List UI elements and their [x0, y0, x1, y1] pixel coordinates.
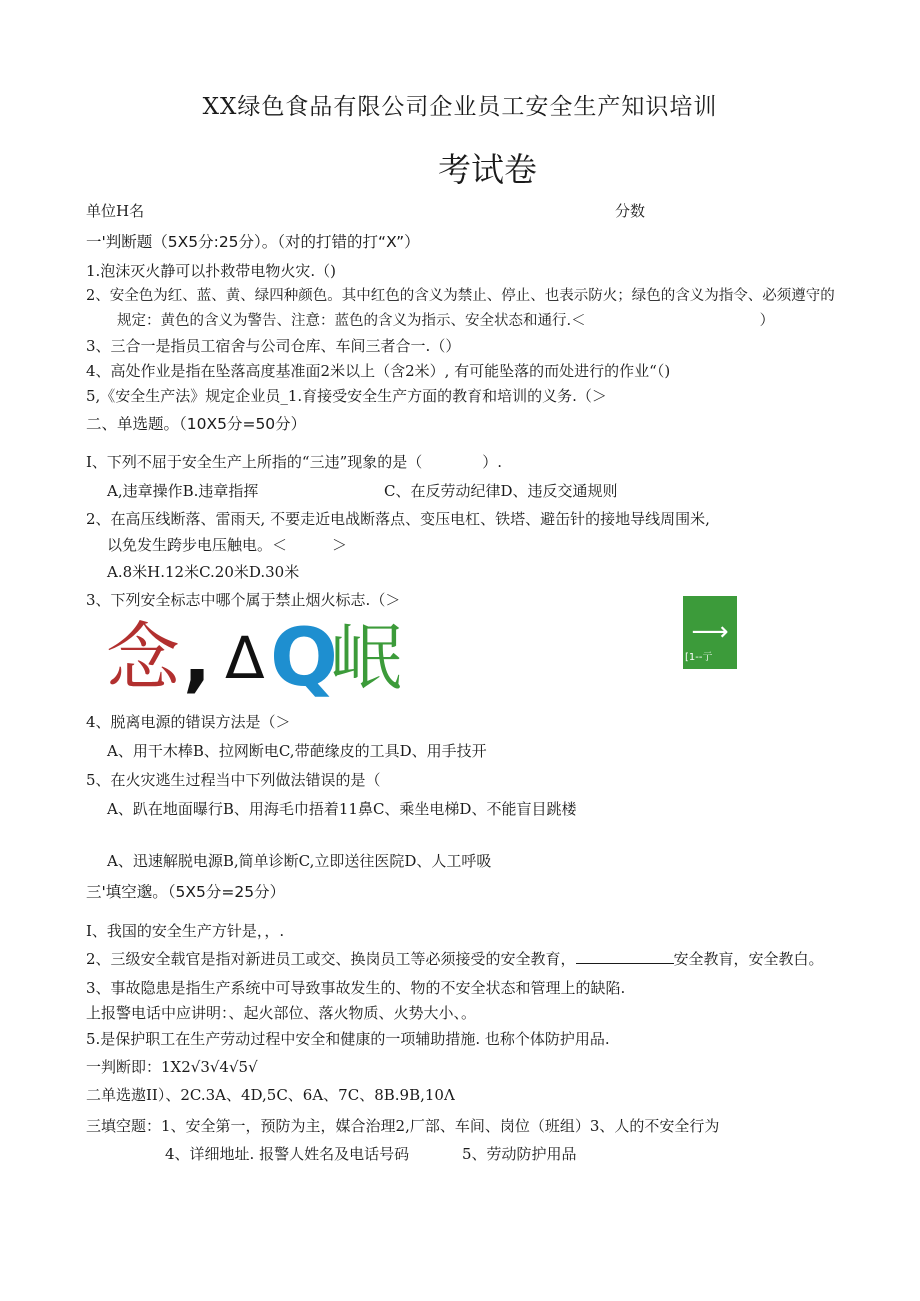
choice-q4: 4、脱离电源的错误方法是（＞ — [86, 713, 291, 731]
judge-q4: 4、高处作业是指在坠落高度基准面2米以上（含2米）, 有可能坠落的而处进行的作业“（) — [86, 362, 671, 380]
choice-q2-options: A.8米H.12米C.20米D.30米 — [107, 563, 300, 581]
fill-q5: 5.是保护职工在生产劳动过程中安全和健康的一项辅助措施. 也称个体防护用品. — [86, 1030, 610, 1048]
section3-heading: 三'填空邈。（5X5分=25分） — [86, 883, 286, 901]
choice-q2-line2: 以免发生跨步电压触电。＜ ＞ — [107, 536, 348, 554]
answer-single: 二单选遨II）、2C.3A、4D,5C、6A、7C、8B.9B,10Λ — [86, 1086, 455, 1104]
fill-q1: I、我国的安全生产方针是，，. — [86, 922, 285, 940]
fill-q4: 上报警电话中应讲明：、起火部位、落火物质、火势大小、。 — [86, 1004, 477, 1022]
sign-image-d: Q — [270, 611, 339, 704]
judge-q2-line1: 2、安全色为红、蓝、黄、绿四种颜色。其中红色的含义为禁止、停止、也表示防火；绿色的含义为指令、必须遵守的 — [86, 288, 835, 304]
exit-sign-image — [683, 596, 737, 669]
choice-q1: I、下列不屈于安全生产上所指的“三违”现象的是（ ）. — [86, 453, 503, 471]
fill-q2-text-before: 2、三级安全载官是指对新进员工或交、换岗员工等必须接受的安全教育， — [86, 950, 576, 968]
answer-fill-line2-b: 5、劳动防护用品 — [462, 1145, 577, 1163]
score-label: 分数 — [615, 202, 646, 220]
answer-fill-line2-a: 4、详细地址. 报警人姓名及电话号码 — [165, 1145, 410, 1163]
sign-image-c: Δ — [225, 624, 265, 692]
fill-q2-text-after: 安全教肓，安全教白。 — [673, 950, 824, 968]
fill-q2-blank — [576, 949, 674, 964]
sign-image-e: 岷 — [330, 616, 403, 700]
section2-heading: 二、单选题。（10X5分=50分） — [86, 415, 307, 433]
judge-q2-line2: 规定：黄色的含义为警告、注意：蓝色的含义为指示、安全状态和通行.＜ ） — [117, 313, 775, 329]
answer-judge: 一判断即：1X2√3√4√5√ — [86, 1058, 258, 1076]
judge-q3: 3、三合一是指员工宿舍与公司仓库、车间三者合一.（） — [86, 337, 461, 355]
sign-image-b: , — [183, 615, 212, 701]
exit-sign-text: [1--亍 — [685, 652, 713, 663]
choice-q1-options-cd: C、在反劳动纪律D、违反交通规则 — [384, 482, 618, 500]
choice-q6-options: A、迅速解脱电源B,简单诊断C,立即送往医院D、人工呼吸 — [107, 852, 492, 870]
exam-title: XX绿色食品有限公司企业员工安全生产知识培训 — [202, 94, 718, 120]
arrow-right-icon: ⟶ — [691, 617, 729, 647]
choice-q3: 3、下列安全标志中哪个属于禁止烟火标志.（＞ — [86, 591, 401, 609]
answer-fill-line1: 三填空题：1、安全第一，预防为主，媒合治理2,厂部、车间、岗位（班组）3、人的不安全行为 — [86, 1117, 720, 1135]
fill-q3: 3、事故隐患是指生产系统中可导致事故发生的、物的不安全状态和管理上的缺陷. — [86, 979, 626, 997]
section1-heading: 一'判断题（5X5分:25分）。（对的打错的打“X”） — [86, 233, 420, 251]
exam-subtitle: 考试卷 — [438, 150, 537, 189]
sign-image-a: 念 — [106, 615, 180, 701]
choice-q2-line1: 2、在高压线断落、雷雨天, 不要走近电战断落点、变压电杠、铁塔、避缶针的接地导线周围米, — [86, 510, 710, 528]
choice-q5: 5、在火灾逃生过程当中下列做法错误的是（ — [86, 771, 381, 789]
fill-q2 — [86, 949, 824, 969]
judge-q5: 5,《安全生产法》规定企业员_1.育接受安全生产方面的教育和培训的义务.（＞ — [86, 387, 607, 405]
choice-q4-options: A、用干木棒B、拉网断电C,带葩缘皮的工具D、用手技开 — [107, 742, 487, 760]
choice-q5-options: A、趴在地面曝行B、用海毛巾捂着11鼻C、乘坐电梯D、不能盲目跳楼 — [107, 800, 577, 818]
unit-name-label: 单位H名 — [86, 202, 145, 220]
choice-q1-options-ab: A,违章操作B.违章指挥 — [107, 482, 259, 500]
judge-q1: 1.泡沫灭火静可以扑救带电物火灾.（) — [86, 262, 336, 280]
